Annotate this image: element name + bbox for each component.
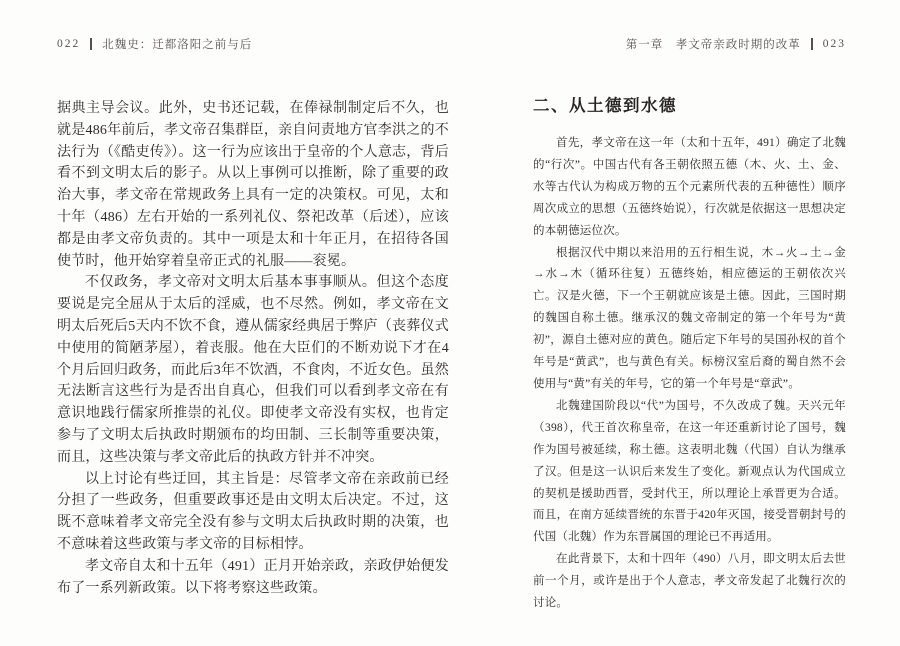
- left-page: [57, 36, 449, 599]
- right-page-number: 023: [822, 38, 846, 50]
- section-title: 二、从土德到水德: [533, 96, 677, 115]
- running-header-left: [57, 36, 449, 52]
- header-divider: [90, 38, 92, 50]
- chapter-title: 第一章 孝文帝亲政时期的改革: [625, 39, 801, 51]
- paragraph: 孝文帝自太和十五年（491）正月开始亲政，亲政伊始便发布了一系列新政策。以下将考察这些政策。: [57, 558, 449, 596]
- book-title: 北魏史：迁都洛阳之前与后: [102, 39, 253, 51]
- left-page-body: [57, 98, 449, 599]
- right-page-body: [533, 133, 846, 615]
- paragraph: 首先，孝文帝在这一年（太和十五年，491）确定了北魏的“行次”。中国古代有各王朝依照五德（木、火、土、金、水等古代认为构成万物的五个元素所代表的五种德性）顺序周次成立的思想（五德终始说），行次就是依据这一思想决定的本朝德运位次。: [533, 137, 846, 237]
- header-divider: [811, 38, 813, 50]
- left-page-number: 022: [57, 38, 81, 50]
- paragraph: 据典主导会议。此外，史书还记载，在俸禄制制定后不久，也就是486年前后，孝文帝召集群臣，亲自问责地方官李洪之的不法行为（《酷吏传》）。这一行为应该出于皇帝的个人意志，背后看不到文明太后的影子。从以上事例可以推断，除了重要的政治大事，孝文帝在常规政务上具有一定的决策权。可见，太和十年（486）左右开始的一系列礼仪、祭祀改革（后述），应该都是由孝文帝负责的。其中一项是太和十年正月，在招待各国使节时，他开始穿着皇帝正式的礼服——衮冕。: [57, 101, 449, 269]
- running-header-right: [533, 36, 846, 52]
- paragraph: 在此背景下，太和十四年（490）八月，即文明太后去世前一个月，或许是出于个人意志，孝文帝发起了北魏行次的讨论。: [533, 553, 846, 610]
- paragraph: 根据汉代中期以来沿用的五行相生说，木→火→土→金→水→木（循环往复）五德终始，相应德运的王朝依次兴亡。汉是火德，下一个王朝就应该是土德。因此，三国时期的魏国自称土德。继承汉的魏文帝制定的第一个年号为“黄初”，源自土德对应的黄色。随后定下年号的吴国孙权的首个年号是“黄武”，也与黄色有关。标榜汉室后裔的蜀自然不会使用与“黄”有关的年号，它的第一个年号是“章武”。: [533, 246, 846, 390]
- paragraph: 北魏建国阶段以“代”为国号，不久改成了魏。天兴元年（398），代王首次称皇帝，在这一年还重新讨论了国号，魏作为国号被延续，称土德。这表明北魏（代国）自认为继承了汉。但是这一认识后来发生了变化。新观点认为代国成立的契机是援助西晋，受封代王，所以理论上承晋更为合适。而且，在南方延续晋统的东晋于420年灭国，接受晋朝封号的代国（北魏）作为东晋属国的理论已不再适用。: [533, 399, 846, 544]
- right-page: [533, 36, 846, 615]
- paragraph: 不仅政务，孝文帝对文明太后基本事事顺从。但这个态度要说是完全屈从于太后的淫威，也不尽然。例如，孝文帝在文明太后死后5天内不饮不食，遵从儒家经典居于弊庐（丧葬仪式中使用的简陋茅屋），着丧服。他在大臣们的不断劝说下才在4个月后回归政务，而此后3年不饮酒，不食肉，不近女色。虽然无法断言这些行为是否出自真心，但我们可以看到孝文帝在有意识地践行儒家所推崇的礼仪。即使孝文帝没有实权，也肯定参与了文明太后执政时期颁布的均田制、三长制等重要决策，而且，这些决策与孝文帝此后的执政方针并不冲突。: [57, 275, 449, 465]
- paragraph: 以上讨论有些迂回，其主旨是：尽管孝文帝在亲政前已经分担了一些政务，但重要政事还是由文明太后决定。不过，这既不意味着孝文帝完全没有参与文明太后执政时期的决策，也不意味着这些政策与孝文帝的目标相悖。: [57, 471, 449, 552]
